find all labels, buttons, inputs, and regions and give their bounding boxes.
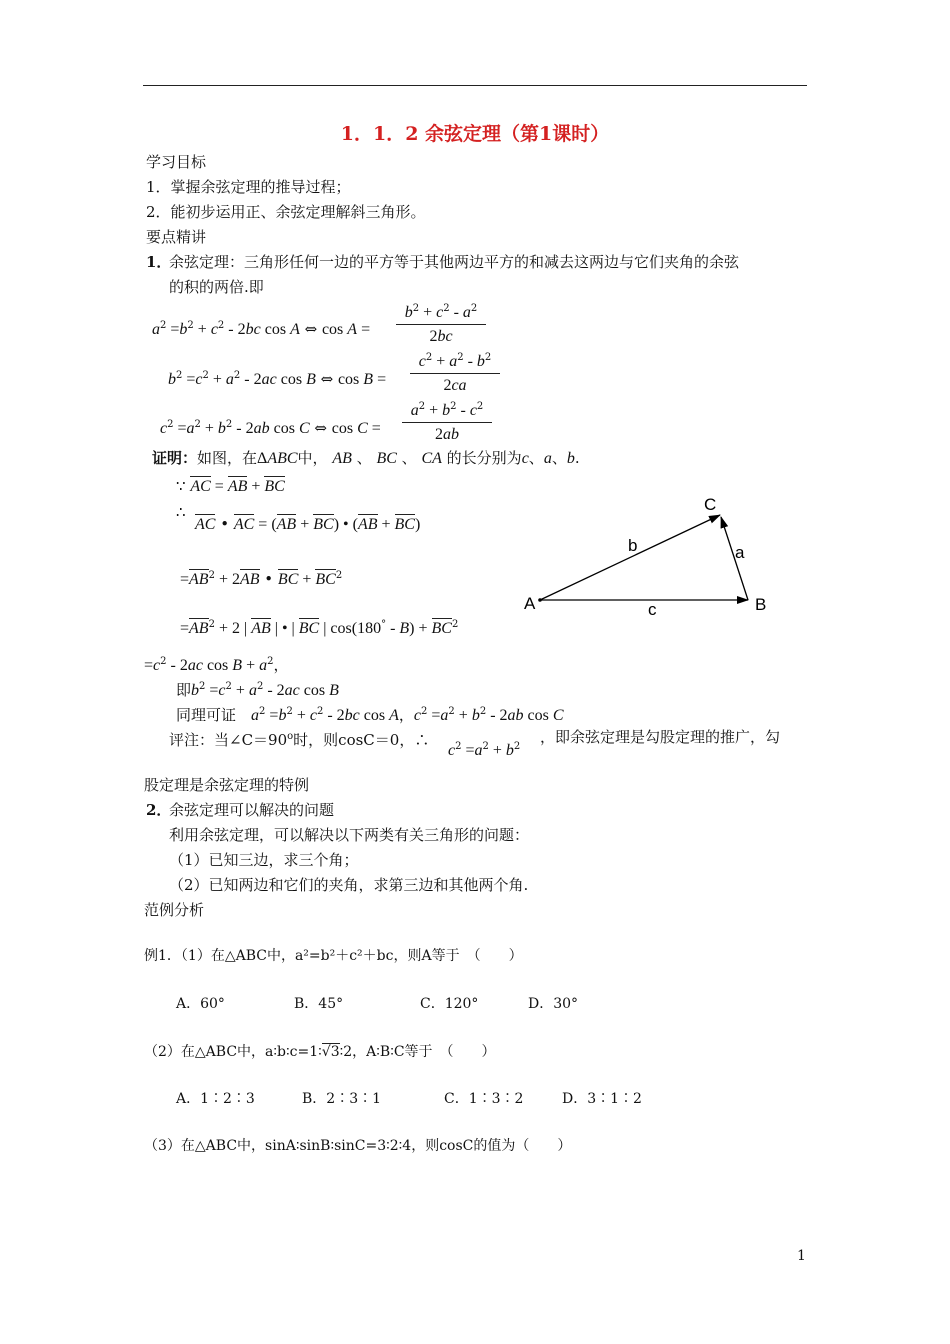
formula-c: $c^2 =a^2 + b^2 - 2ab$ cos C ⇔ cos C =: [160, 419, 381, 437]
comment-line: 评注：当$\angle C=90^o$时，则cosC＝0，∴: [169, 731, 430, 749]
triangle-diagram: [515, 488, 795, 628]
proof-result: $=c^2 - 2ac$ $\cos B + a^2$，: [144, 656, 289, 674]
section-heading-examples: 范例分析: [144, 901, 205, 919]
option: B．45°: [294, 996, 344, 1012]
example-question-2: （2）在△ABC中，a∶b∶c=1∶√3∶2，A∶B∶C等于 （ ）: [144, 1044, 496, 1060]
header-rule: [143, 85, 807, 86]
formula-a: $a^2 =b^2 + c^2 - 2bc$ cos A ⇔ cos A =: [152, 320, 371, 338]
point-number: 2．: [146, 801, 172, 819]
side-label-a: a: [735, 543, 745, 562]
vertex-a-dot: [538, 598, 542, 602]
point-text: 利用余弦定理，可以解决以下两类有关三角形的问题：: [169, 826, 530, 844]
vertex-label-c: C: [704, 495, 717, 514]
formula-b: $b^2 =c^2 + a^2 - 2ac$ cos B ⇔ cos B =: [168, 370, 387, 388]
cosine-law-statement: 余弦定理：三角形任何一边的平方等于其他两边平方的和减去这两边与它们夹角的余弦: [169, 253, 740, 271]
point-number: 1．: [146, 253, 172, 271]
page-number: 1: [797, 1248, 806, 1264]
cosine-law-statement-cont: 的积的两倍.即: [169, 278, 264, 296]
comment-line-cont: 股定理是余弦定理的特例: [144, 776, 310, 794]
option: A．60°: [176, 996, 225, 1012]
option: B．2∶3∶1: [302, 1091, 382, 1107]
point-title: 余弦定理可以解决的问题: [169, 801, 335, 819]
formula-b-fraction: $c^2 + a^2 - b^2$ 2ca: [410, 352, 500, 395]
proof-line: 证明：如图，在ΔABC中， AB 、 BC 、 CA 的长分别为c、a、b.: [152, 449, 580, 467]
proof-vector-sum: ∵ AC = AB + BC: [176, 477, 285, 495]
comment-line-end: ，即余弦定理是勾股定理的推广，勾: [540, 728, 781, 746]
proof-expansion: $=AB^2 + 2AB$ • BC + $BC^2$: [180, 570, 343, 588]
proof-dot-product: AC • AC = (AB + BC) • (AB + BC): [195, 515, 421, 533]
section-heading-goals: 学习目标: [146, 153, 207, 171]
option: D．3∶1∶2: [562, 1091, 642, 1107]
option: D．30°: [528, 996, 579, 1012]
point-item: （2）已知两边和它们的夹角，求第三边和其他两个角.: [169, 876, 529, 894]
page-title: 1．1．2 余弦定理（第1课时）: [340, 123, 610, 145]
goal-item: 1．掌握余弦定理的推导过程；: [146, 178, 351, 196]
goal-item: 2．能初步运用正、余弦定理解斜三角形。: [146, 203, 426, 221]
option: C．1∶3∶2: [444, 1091, 524, 1107]
proof-similarly: 同理可证 $a^2 =b^2 + c^2 - 2bc$ cos A，$c^2 =a^2 + b^2 - 2ab$ cos C: [176, 706, 564, 724]
side-label-b: b: [628, 536, 638, 555]
option: C．120°: [420, 996, 479, 1012]
vertex-label-a: A: [524, 594, 536, 613]
example-question-3: （3）在△ABC中，sinA∶sinB∶sinC=3∶2∶4，则cosC的值为（ ）: [144, 1138, 572, 1154]
section-heading-key-points: 要点精讲: [146, 228, 207, 246]
proof-conclusion: 即$b^2 =c^2 + a^2 - 2ac$ cos B: [176, 681, 339, 699]
point-item: （1）已知三边，求三个角；: [169, 851, 359, 869]
pythagorean-formula: $c^2 =a^2 + b^2$: [448, 741, 521, 759]
formula-c-fraction: $a^2 + b^2 - c^2$ 2ab: [402, 401, 492, 444]
example-question-1: 例1．（1）在△ABC中，a²=b²＋c²＋bc，则A等于 （ ）: [144, 948, 523, 964]
option: A．1∶2∶3: [176, 1091, 255, 1107]
formula-a-fraction: $b^2 + c^2 - a^2$ 2bc: [396, 303, 486, 346]
therefore-symbol: ∴: [176, 503, 186, 521]
vector-ac: [540, 515, 720, 600]
side-label-c: c: [648, 600, 657, 619]
vertex-label-b: B: [755, 595, 767, 614]
proof-cos-step: $=AB^2 + 2$ | AB | • | BC | $\cos(180^\circ - B) + BC^2$: [180, 619, 459, 637]
